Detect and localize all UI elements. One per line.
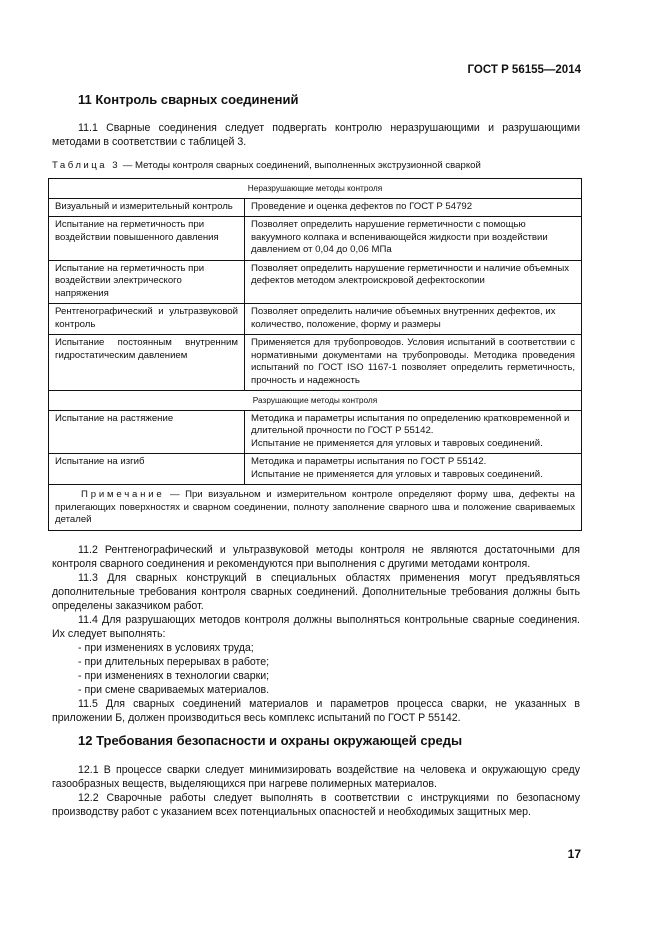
method-cell: Испытание на герметичность при воздействии повышенного давления — [49, 217, 245, 261]
table-row — [49, 335, 582, 391]
list-item: - при смене свариваемых материалов. — [78, 684, 270, 696]
paragraph-11-2: 11.2 Рентгенографический и ультразвуковой методы контроля не являются достаточными для контроля сварного соединения и рекомендуются при выполнения с другими методами контроля. — [52, 544, 580, 570]
description-line: Испытание не применяется для угловых и тавровых соединений. — [251, 437, 543, 449]
method-cell: Рентгенографический и ультразвуковой контроль — [49, 304, 245, 335]
method-cell: Испытание на герметичность при воздействии электрического напряжения — [49, 260, 245, 304]
methods-table — [48, 178, 582, 531]
description-cell — [245, 454, 582, 485]
section-12-title: 12 Требования безопасности и охраны окружающей среды — [78, 733, 463, 748]
method-cell: Визуальный и измерительный контроль — [49, 198, 245, 217]
table-note — [49, 485, 582, 531]
nd-section-header: Неразрушающие методы контроля — [49, 179, 582, 199]
d-section-header: Разрушающие методы контроля — [49, 391, 582, 411]
method-cell: Испытание на растяжение — [49, 410, 245, 454]
description-cell: Позволяет определить наличие объемных внутренних дефектов, их количество, положение, форму и размеры — [245, 304, 582, 335]
description-line: Методика и параметры испытания по ГОСТ Р 55142. — [251, 456, 487, 467]
paragraph-11-1: 11.1 Сварные соединения следует подвергать контролю неразрушающими и разрушающими методами в соответствии с таблицей 3. — [52, 122, 580, 148]
paragraph-11-5: 11.5 Для сварных соединений материалов и параметров процесса сварки, не указанных в приложении Б, должен производиться весь комплекс испытаний по ГОСТ Р 55142. — [52, 698, 580, 724]
conditions-list — [78, 641, 269, 697]
document-header: ГОСТ Р 56155—2014 — [467, 64, 581, 76]
table-caption-prefix: Таблица 3 — [52, 160, 121, 171]
description-cell: Применяется для трубопроводов. Условия испытаний в соответствии с нормативными документами на трубопроводы. Методика проведения испытаний по ГОСТ ISO 1167-1 позволяет определить герметичность, прочность и надежность — [245, 335, 582, 391]
page-number: 17 — [567, 847, 581, 861]
description-cell — [245, 410, 582, 454]
table-row — [49, 198, 582, 217]
table-caption — [52, 160, 481, 171]
table-row — [49, 304, 582, 335]
paragraph-12-2: 12.2 Сварочные работы следует выполнять в соответствии с инструкциями по безопасному производству работ с указанием всех потенциальных опасностей и необходимых защитных мер. — [52, 792, 580, 818]
description-line: Испытание не применяется для угловых и тавровых соединений. — [251, 468, 543, 480]
method-cell: Испытание на изгиб — [49, 454, 245, 485]
section-11-title: 11 Контроль сварных соединений — [78, 92, 299, 107]
list-item: - при изменениях в условиях труда; — [78, 642, 254, 654]
list-item: - при изменениях в технологии сварки; — [78, 670, 270, 682]
table-caption-text: — Методы контроля сварных соединений, выполненных экструзионной сваркой — [120, 160, 481, 171]
list-item: - при длительных перерывах в работе; — [78, 656, 270, 668]
description-cell: Позволяет определить нарушение герметичности и наличие объемных дефектов методом электроискровой дефектоскопии — [245, 260, 582, 304]
table-row — [49, 454, 582, 485]
paragraph-11-3: 11.3 Для сварных конструкций в специальных областях применения могут предъявляться дополнительные требования контроля сварных соединений. Дополнительные требования должны быть определены заказчиком работ. — [52, 572, 580, 612]
table-row — [49, 217, 582, 261]
table-row — [49, 260, 582, 304]
note-text: — При визуальном и измерительном контроле определяют форму шва, дефекты на прилегающих поверхностях и сварном соединении, полноту заполнение сварного шва и положение свариваемых деталей — [55, 489, 575, 525]
table-row — [49, 410, 582, 454]
note-title: Примечание — [81, 489, 165, 500]
description-line: Методика и параметры испытания по определению кратковременной и длительной прочности по ГОСТ Р 55142. — [251, 412, 570, 436]
paragraph-11-4: 11.4 Для разрушающих методов контроля должны выполняться контрольные сварные соединения. Их следует выполнять: — [52, 614, 580, 640]
description-cell: Позволяет определить нарушение герметичности с помощью вакуумного колпака и вспенивающейся жидкости при воздействии давлением от 0,04 до 0,06 МПа — [245, 217, 582, 261]
description-cell: Проведение и оценка дефектов по ГОСТ Р 54792 — [245, 198, 582, 217]
method-cell: Испытание постоянным внутренним гидростатическим давлением — [49, 335, 245, 391]
paragraph-12-1: 12.1 В процессе сварки следует минимизировать воздействие на человека и окружающую среду газообразных веществ, выделяющихся при нагреве полимерных материалов. — [52, 764, 580, 790]
